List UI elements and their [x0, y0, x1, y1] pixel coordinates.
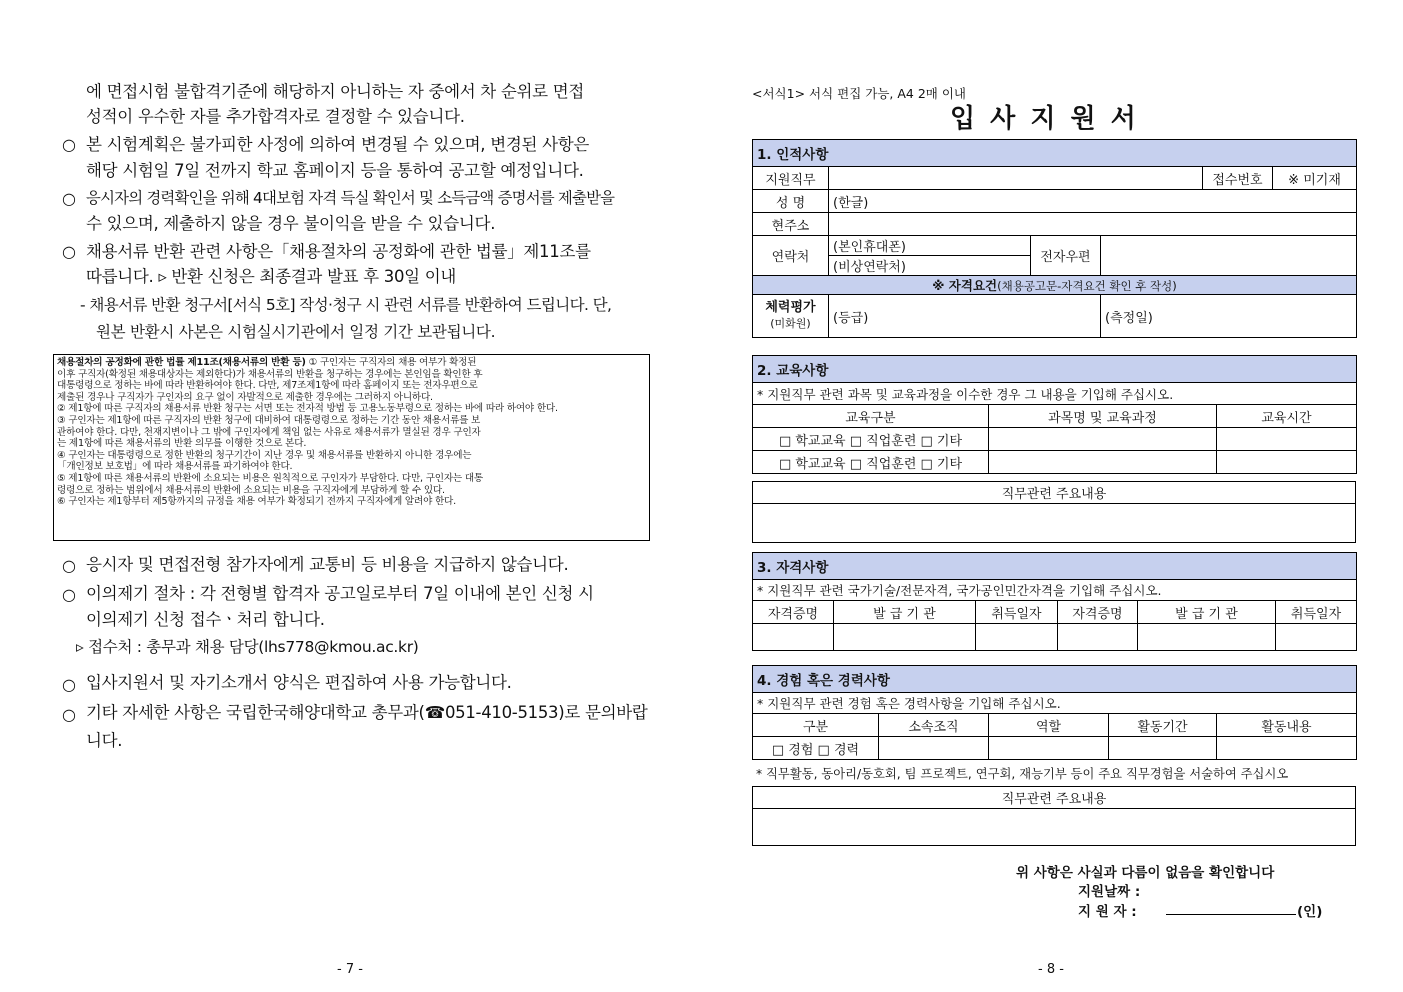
cert-name-field[interactable] [1058, 624, 1138, 651]
details-field[interactable] [753, 809, 1356, 846]
details-label: 직무관련 주요내용 [753, 482, 1356, 504]
section-header: 2. 교육사항 [753, 356, 1357, 383]
hours-field[interactable] [1217, 428, 1357, 451]
form-note: <서식1> 서식 편집 가능, A4 2매 이내 [752, 86, 966, 101]
job-field[interactable] [829, 167, 1203, 190]
label-email: 전자우편 [1031, 236, 1101, 276]
receipt-value: ※ 미기재 [1273, 167, 1357, 190]
grade-field[interactable]: (등급) [829, 295, 1101, 338]
experience-details-box [752, 786, 1356, 846]
education-type-options[interactable]: □ 학교교육 □ 직업훈련 □ 기타 [753, 428, 989, 451]
date-label: 지원날짜 : [1078, 884, 1141, 900]
label-contact: 연락처 [753, 236, 829, 276]
label-receipt: 접수번호 [1203, 167, 1273, 190]
fitness-sub: (미화원) [770, 317, 811, 330]
law-line: 령령으로 정하는 범위에서 채용서류의 반환에 소요되는 비용을 구직자에게 부담하게 할 수 있다. [57, 484, 445, 496]
right-page [700, 0, 1403, 992]
experience-note: * 직무활동, 동아리/동호회, 팀 프로젝트, 연구회, 재능기부 등이 주요 직무경험을 서술하여 주십시오 [756, 767, 1289, 781]
col-header: 구분 [753, 714, 879, 737]
cert-name-field[interactable] [753, 624, 834, 651]
fitness-label [753, 295, 829, 338]
law-line: ④ 구인자는 대통령령으로 정한 반환의 청구기간이 지난 경우 및 채용서류를 반환하지 아니한 경우에는 [57, 449, 472, 461]
qualification-requirement-row [753, 276, 1357, 295]
qualification-table [752, 552, 1357, 651]
section-header: 1. 인적사항 [753, 140, 1357, 167]
col-header: 취득일자 [976, 601, 1058, 624]
qual-req-label: ※ 자격요건 [932, 278, 998, 293]
section-header: 3. 자격사항 [753, 553, 1357, 580]
bullet-icon: ○ [62, 189, 76, 208]
law-line: ⑤ 제1항에 따른 채용서류의 반환에 소요되는 비용은 원칙적으로 구인자가 부담한다. 다만, 구인자는 대통 [57, 472, 483, 484]
acquired-date-field[interactable] [976, 624, 1058, 651]
text-line: 입사지원서 및 자기소개서 양식은 편집하여 사용 가능합니다. [86, 673, 512, 692]
label-address: 현주소 [753, 213, 829, 236]
period-field[interactable] [1109, 737, 1217, 760]
bullet-icon: ○ [62, 585, 76, 604]
phone-field[interactable]: (본인휴대폰) [829, 236, 1031, 256]
law-box [53, 354, 650, 541]
law-line: ③ 구인자는 제1항에 따른 구직자의 반환 청구에 대비하여 대통령령으로 정하는 기간 동안 채용서류를 보 [57, 414, 481, 426]
law-line: 는 제1항에 따른 채용서류의 반환 의무를 이행한 것으로 본다. [57, 438, 307, 450]
col-header: 역할 [989, 714, 1109, 737]
col-header: 과목명 및 교육과정 [989, 405, 1217, 428]
text-line: 응시자의 경력확인을 위해 4대보험 자격 득실 확인서 및 소득금액 증명서를 제출받을 [86, 189, 615, 207]
text-line: 채용서류 반환 관련 사항은「채용절차의 공정화에 관한 법률」제11조를 [86, 242, 591, 261]
issuer-field[interactable] [834, 624, 976, 651]
col-header: 자격증명 [1058, 601, 1138, 624]
left-page [0, 0, 700, 992]
col-header: 소속조직 [879, 714, 989, 737]
education-details-box [752, 481, 1356, 543]
organization-field[interactable] [879, 737, 989, 760]
text-line: 이의제기 신청 접수ㆍ처리 합니다. [86, 610, 325, 629]
col-header: 교육구분 [753, 405, 989, 428]
measure-date-field[interactable]: (측정일) [1101, 295, 1357, 338]
course-field[interactable] [989, 451, 1217, 474]
page-number: - 8 - [1038, 962, 1064, 977]
personal-info-table [752, 139, 1357, 338]
law-line: 「개인정보 보호법」에 따라 채용서류를 파기하여야 한다. [57, 461, 293, 473]
text-line: 기타 자세한 사항은 국립한국해양대학교 총무과(☎051-410-5153)로 문의바랍 [86, 703, 648, 722]
hours-field[interactable] [1217, 451, 1357, 474]
bullet-icon: ○ [62, 675, 76, 694]
fitness-title: 체력평가 [765, 300, 816, 315]
address-field[interactable] [829, 213, 1357, 236]
section-note: * 지원직무 관련 과목 및 교육과정을 이수한 경우 그 내용을 기입해 주십시오. [753, 383, 1357, 405]
education-table [752, 355, 1357, 474]
text-line: 해당 시험일 7일 전까지 학교 홈페이지 등을 통하여 공고할 예정입니다. [86, 161, 584, 180]
course-field[interactable] [989, 428, 1217, 451]
bullet-icon: ○ [62, 242, 76, 261]
text-line: 따릅니다. ▹ 반환 신청은 최종결과 발표 후 30일 이내 [86, 267, 457, 286]
details-label: 직무관련 주요내용 [753, 787, 1356, 809]
col-header: 교육시간 [1217, 405, 1357, 428]
role-field[interactable] [989, 737, 1109, 760]
text-line: 에 면접시험 불합격기준에 해당하지 아니하는 자 중에서 차 순위로 면접 [86, 82, 585, 101]
law-title: 채용절차의 공정화에 관한 법률 제11조(채용서류의 반환 등) [57, 357, 306, 368]
experience-type-options[interactable]: □ 경험 □ 경력 [753, 737, 879, 760]
text-line: 니다. [86, 731, 123, 750]
text-line: - 채용서류 반환 청구서[서식 5호] 작성·청구 시 관련 서류를 반환하여 드립니다. 단, [80, 296, 612, 314]
signature-line[interactable] [1166, 914, 1296, 915]
col-header: 취득일자 [1276, 601, 1357, 624]
label-job: 지원직무 [753, 167, 829, 190]
confirm-statement: 위 사항은 사실과 다름이 없음을 확인합니다 [1016, 865, 1275, 881]
label-name: 성 명 [753, 190, 829, 213]
law-line: 관하여야 한다. 다만, 천재지변이나 그 밖에 구인자에게 책임 없는 사유로 채용서류가 멸실된 경우 구인자 [57, 426, 481, 438]
seal-label: (인) [1297, 904, 1323, 920]
acquired-date-field[interactable] [1276, 624, 1357, 651]
law-line: ⑥ 구인자는 제1항부터 제5항까지의 규정을 채용 여부가 확정되기 전까지 구직자에게 알려야 한다. [57, 496, 456, 508]
email-field[interactable] [1101, 236, 1357, 276]
law-line: ② 제1항에 따른 구직자의 채용서류 반환 청구는 서면 또는 전자적 방법 등 고용노동부령으로 정하는 바에 따라 하여야 한다. [57, 403, 558, 415]
text-line: 응시자 및 면접전형 참가자에게 교통비 등 비용을 지급하지 않습니다. [86, 555, 569, 574]
section-header: 4. 경험 혹은 경력사항 [753, 666, 1357, 693]
bullet-icon: ○ [62, 556, 76, 575]
col-header: 발 급 기 관 [834, 601, 976, 624]
bullet-icon: ○ [62, 135, 76, 154]
applicant-label: 지 원 자 : [1078, 904, 1137, 920]
col-header: 활동기간 [1109, 714, 1217, 737]
education-type-options[interactable]: □ 학교교육 □ 직업훈련 □ 기타 [753, 451, 989, 474]
activity-field[interactable] [1217, 737, 1357, 760]
col-header: 발 급 기 관 [1138, 601, 1276, 624]
form-title: 입 사 지 원 서 [950, 104, 1139, 134]
issuer-field[interactable] [1138, 624, 1276, 651]
text-line: ▹ 접수처 : 총무과 채용 담당(lhs778@kmou.ac.kr) [76, 638, 419, 656]
emergency-phone-field[interactable]: (비상연락처) [829, 256, 1031, 276]
experience-table [752, 665, 1357, 760]
name-field[interactable]: (한글) [829, 190, 1357, 213]
text-line: 이의제기 절차 : 각 전형별 합격자 공고일로부터 7일 이내에 본인 신청 시 [86, 584, 594, 603]
text-line: 본 시험계획은 불가피한 사정에 의하여 변경될 수 있으며, 변경된 사항은 [86, 135, 589, 154]
section-note: * 지원직무 관련 국가기술/전문자격, 국가공인민간자격을 기입해 주십시오. [753, 580, 1357, 601]
bullet-icon: ○ [62, 705, 76, 724]
section-note: * 지원직무 관련 경험 혹은 경력사항을 기입해 주십시오. [753, 693, 1357, 714]
text-line: 성적이 우수한 자를 추가합격자로 결정할 수 있습니다. [86, 107, 465, 126]
page-number: - 7 - [337, 962, 363, 977]
law-line: ① 구인자는 구직자의 채용 여부가 확정된 [308, 357, 477, 368]
details-field[interactable] [753, 504, 1356, 543]
law-line: 대통령령으로 정하는 바에 따라 반환하여야 한다. 다만, 제7조제1항에 따라 홈페이지 또는 전자우편으로 [57, 380, 478, 392]
text-line: 원본 반환시 사본은 시험실시기관에서 일정 기간 보관됩니다. [96, 323, 496, 341]
law-line: 이후 구직자(확정된 채용대상자는 제외한다)가 채용서류의 반환을 청구하는 경우에는 본인임을 확인한 후 [57, 368, 483, 380]
law-line: 제출된 경우나 구직자가 구인자의 요구 없이 자발적으로 제출한 경우에는 그러하지 아니하다. [57, 391, 433, 403]
col-header: 자격증명 [753, 601, 834, 624]
col-header: 활동내용 [1217, 714, 1357, 737]
qual-req-note: (채용공고문-자격요건 확인 후 작성) [997, 279, 1177, 293]
text-line: 수 있으며, 제출하지 않을 경우 불이익을 받을 수 있습니다. [86, 214, 496, 233]
